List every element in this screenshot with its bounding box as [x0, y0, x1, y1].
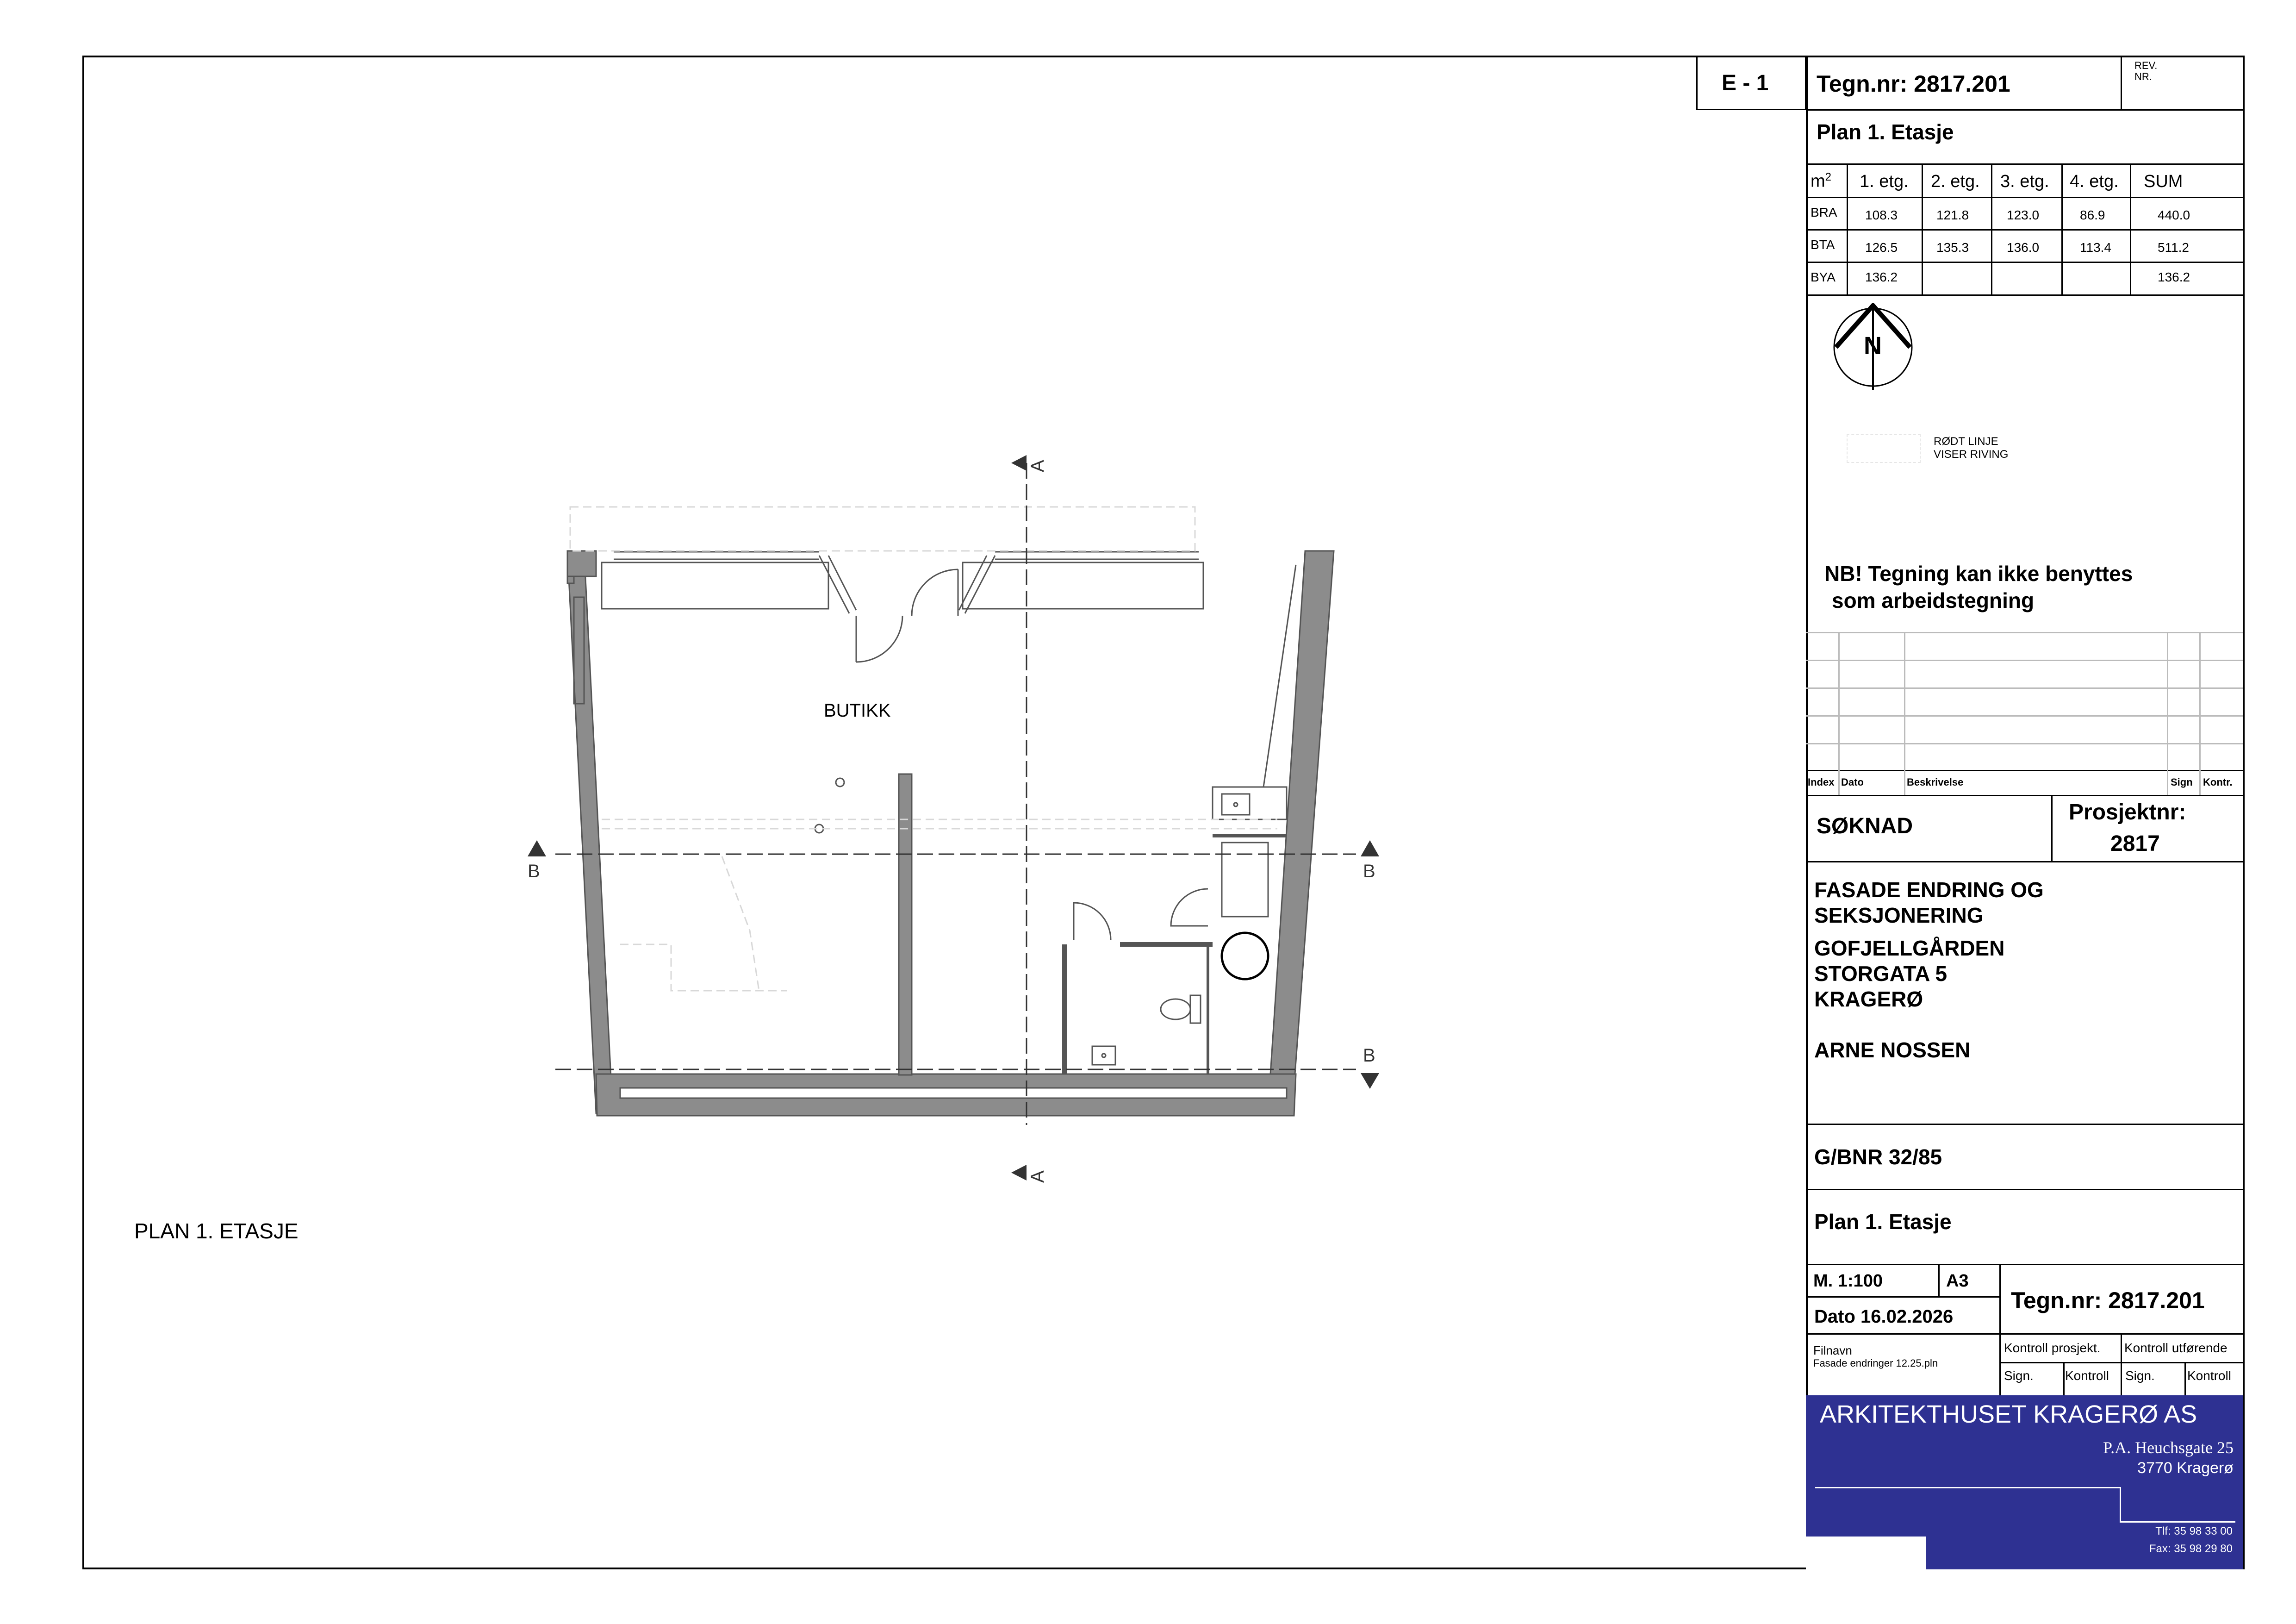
rule: [1815, 1487, 2121, 1488]
logo-white-corner: [1806, 1537, 1926, 1569]
status: SØKNAD: [1817, 814, 1913, 838]
plan-title-top: Plan 1. Etasje: [1817, 120, 1954, 144]
sign-label: Sign.: [2125, 1368, 2155, 1383]
rule: [1999, 1264, 2001, 1338]
rule: [2120, 1487, 2121, 1522]
area-cell: 126.5: [1865, 240, 1898, 255]
area-unit-text: m: [1811, 171, 1825, 191]
legend-line2: VISER RIVING: [1934, 448, 2009, 461]
sign-label: Sign.: [2004, 1368, 2034, 1383]
project-description: [1814, 877, 2044, 1063]
area-unit: [1811, 171, 1831, 192]
company-address2: 3770 Kragerø: [2137, 1459, 2234, 1477]
area-cell: 123.0: [2007, 208, 2040, 222]
legend-line1: RØDT LINJE: [1934, 435, 1998, 448]
rule: [1806, 1189, 2243, 1190]
plan-caption: PLAN 1. ETASJE: [134, 1219, 299, 1243]
area-row-label: BRA: [1811, 205, 1837, 219]
project-line: SEKSJONERING: [1814, 903, 1984, 927]
note-line2: som arbeidstegning: [1832, 588, 2035, 612]
section-a-bottom-label: A: [1027, 1170, 1048, 1183]
rev-label-line2: NR.: [2134, 71, 2152, 82]
rule: [1806, 795, 2243, 796]
area-cell: 108.3: [1865, 208, 1898, 222]
area-table: [1806, 163, 2243, 296]
area-cell: 121.8: [1936, 208, 1969, 222]
control-project: Kontroll prosjekt.: [2004, 1341, 2101, 1355]
area-header-1: 1. etg.: [1860, 172, 1909, 191]
gbnr: G/BNR 32/85: [1814, 1145, 1942, 1169]
right-wall: [1270, 551, 1334, 1074]
section-a-top-label: A: [1027, 460, 1048, 472]
file-name: Fasade endringer 12.25.pln: [1813, 1357, 1938, 1369]
room-label-butikk: BUTIKK: [824, 700, 891, 721]
rule: [1806, 861, 2243, 862]
company-name: ARKITEKTHUSET KRAGERØ AS: [1820, 1400, 2197, 1428]
section-b-right-label: B: [1363, 861, 1375, 881]
area-cell: 511.2: [2158, 240, 2189, 255]
revision-header-sign: Sign: [2171, 776, 2193, 788]
north-arrow-icon: [1830, 303, 1914, 391]
area-row-label: BYA: [1811, 270, 1836, 284]
client-name: ARNE NOSSEN: [1814, 1038, 1971, 1062]
rule: [2063, 1362, 2065, 1395]
rule: [1806, 1333, 2243, 1335]
kontroll-label: Kontroll: [2065, 1368, 2109, 1383]
area-cell: 86.9: [2080, 208, 2105, 222]
rule: [1999, 1362, 2243, 1363]
rev-label-line1: REV.: [2134, 60, 2158, 71]
kontroll-label: Kontroll: [2187, 1368, 2231, 1383]
area-cell: 135.3: [1936, 240, 1969, 255]
rule: [2051, 795, 2053, 862]
revision-header-description: Beskrivelse: [1907, 776, 1964, 788]
revision-header-date: Dato: [1841, 776, 1864, 788]
drawing-number-top: Tegn.nr: 2817.201: [1817, 71, 2010, 97]
plan-title-bottom: Plan 1. Etasje: [1814, 1210, 1952, 1234]
area-header-sum: SUM: [2144, 172, 2183, 191]
company-fax: Fax: 35 98 29 80: [2149, 1543, 2233, 1555]
file-label: Filnavn: [1813, 1343, 1852, 1357]
project-line: FASADE ENDRING OG: [1814, 878, 2044, 902]
area-cell: 440.0: [2158, 208, 2190, 222]
date: Dato 16.02.2026: [1814, 1306, 1954, 1327]
rule: [1938, 1264, 1940, 1297]
area-cell: 136.2: [1865, 270, 1898, 284]
revision-table: [1806, 632, 2243, 796]
rule: [1806, 1296, 2000, 1298]
note: [1824, 560, 2133, 614]
area-cell: 136.0: [2007, 240, 2040, 255]
project-number: 2817: [2110, 831, 2160, 856]
area-header-2: 2. etg.: [1931, 172, 1980, 191]
control-contractor: Kontroll utførende: [2124, 1341, 2228, 1355]
rev-label: [2134, 60, 2157, 82]
rev-divider: [2121, 56, 2122, 110]
paper-size: A3: [1946, 1271, 1969, 1291]
company-address1: P.A. Heuchsgate 25: [2103, 1438, 2234, 1457]
note-line1: NB! Tegning kan ikke benyttes: [1824, 562, 2133, 586]
area-unit-sup: 2: [1825, 171, 1832, 183]
revision-header-index: Index: [1808, 776, 1835, 788]
rule: [2184, 1362, 2186, 1395]
legend-text: [1934, 435, 2008, 461]
company-logo-block: [1806, 1395, 2243, 1569]
area-cell: 113.4: [2080, 240, 2111, 255]
scale: M. 1:100: [1813, 1271, 1883, 1291]
sheet-code: E - 1: [1722, 71, 1769, 95]
rule: [2121, 1333, 2122, 1395]
project-number-label: Prosjektnr:: [2069, 800, 2186, 824]
legend-swatch: [1847, 434, 1921, 463]
section-b-left-label: B: [528, 861, 540, 881]
area-cell: 136.2: [2158, 270, 2190, 284]
area-header-4: 4. etg.: [2070, 172, 2119, 191]
rule: [1806, 1264, 2243, 1265]
area-header-3: 3. etg.: [2000, 172, 2049, 191]
walls: [567, 551, 1334, 1116]
company-phone: Tlf: 35 98 33 00: [2155, 1525, 2233, 1537]
area-row-label: BTA: [1811, 237, 1835, 252]
rule: [1806, 1124, 2243, 1125]
project-line: GOFJELLGÅRDEN: [1814, 936, 2005, 960]
drawing-number-bottom: Tegn.nr: 2817.201: [2011, 1287, 2205, 1313]
revision-header-kontr: Kontr.: [2203, 776, 2233, 788]
rule: [1999, 1333, 2001, 1395]
project-line: STORGATA 5: [1814, 962, 1948, 986]
section-b-lower-label: B: [1363, 1045, 1375, 1066]
rule: [2120, 1521, 2235, 1523]
north-letter: N: [1864, 332, 1882, 360]
project-line: KRAGERØ: [1814, 987, 1923, 1011]
rule: [1806, 109, 2243, 111]
